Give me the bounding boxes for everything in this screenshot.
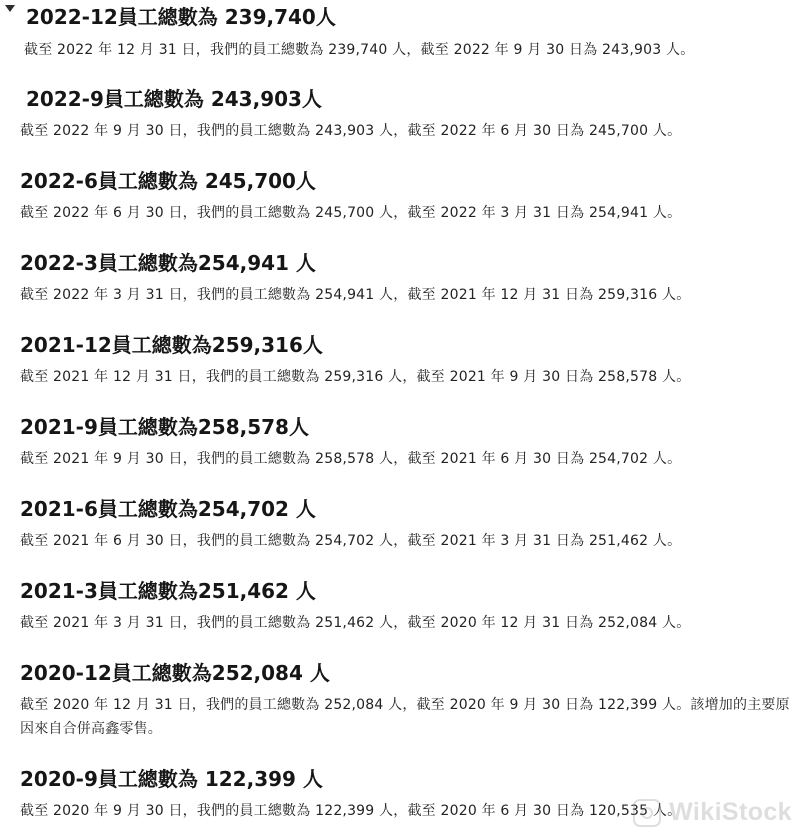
section-heading: 2020-9員工總數為 122,399 人 bbox=[20, 767, 323, 791]
section-paragraph: 截至 2021 年 3 月 31 日，我們的員工總數為 251,462 人，截至 2020 年 12 月 31 日為 252,084 人。 bbox=[20, 615, 691, 631]
section-heading: 2022-12員工總數為 239,740人 bbox=[26, 5, 336, 29]
section-heading: 2021-3員工總數為251,462 人 bbox=[20, 579, 316, 603]
watermark-text: WikiStock bbox=[669, 798, 792, 826]
section-heading: 2022-9員工總數為 243,903人 bbox=[26, 87, 322, 111]
section-paragraph: 截至 2022 年 12 月 31 日，我們的員工總數為 239,740 人，截至 2022 年 9 月 30 日為 243,903 人。 bbox=[24, 42, 695, 58]
section-heading: 2021-12員工總數為259,316人 bbox=[20, 333, 323, 357]
section-heading: 2020-12員工總數為252,084 人 bbox=[20, 661, 330, 685]
section-heading: 2022-6員工總數為 245,700人 bbox=[20, 169, 316, 193]
section-paragraph: 截至 2020 年 12 月 31 日，我們的員工總數為 252,084 人，截至 2020 年 9 月 30 日為 122,399 人。該增加的主要原因來自合併高鑫零售。 bbox=[20, 697, 790, 737]
section-paragraph: 截至 2022 年 3 月 31 日，我們的員工總數為 254,941 人，截至 2021 年 12 月 31 日為 259,316 人。 bbox=[20, 287, 691, 303]
section-paragraph: 截至 2021 年 9 月 30 日，我們的員工總數為 258,578 人，截至 2021 年 6 月 30 日為 254,702 人。 bbox=[20, 451, 682, 467]
section-heading: 2021-6員工總數為254,702 人 bbox=[20, 497, 316, 521]
section-paragraph: 截至 2022 年 6 月 30 日，我們的員工總數為 245,700 人，截至 2022 年 3 月 31 日為 254,941 人。 bbox=[20, 205, 682, 221]
section-heading: 2022-3員工總數為254,941 人 bbox=[20, 251, 316, 275]
section-paragraph: 截至 2022 年 9 月 30 日，我們的員工總數為 243,903 人，截至 2022 年 6 月 30 日為 245,700 人。 bbox=[20, 123, 682, 139]
section-paragraph: 截至 2021 年 12 月 31 日，我們的員工總數為 259,316 人，截至 2021 年 9 月 30 日為 258,578 人。 bbox=[20, 369, 691, 385]
section-heading: 2021-9員工總數為258,578人 bbox=[20, 415, 309, 439]
section-paragraph: 截至 2021 年 6 月 30 日，我們的員工總數為 254,702 人，截至 2021 年 3 月 31 日為 251,462 人。 bbox=[20, 533, 682, 549]
section-paragraph: 截至 2020 年 9 月 30 日，我們的員工總數為 122,399 人，截至 2020 年 6 月 30 日為 120,535 人。 bbox=[20, 803, 682, 819]
collapse-toggle-icon[interactable] bbox=[5, 5, 15, 12]
